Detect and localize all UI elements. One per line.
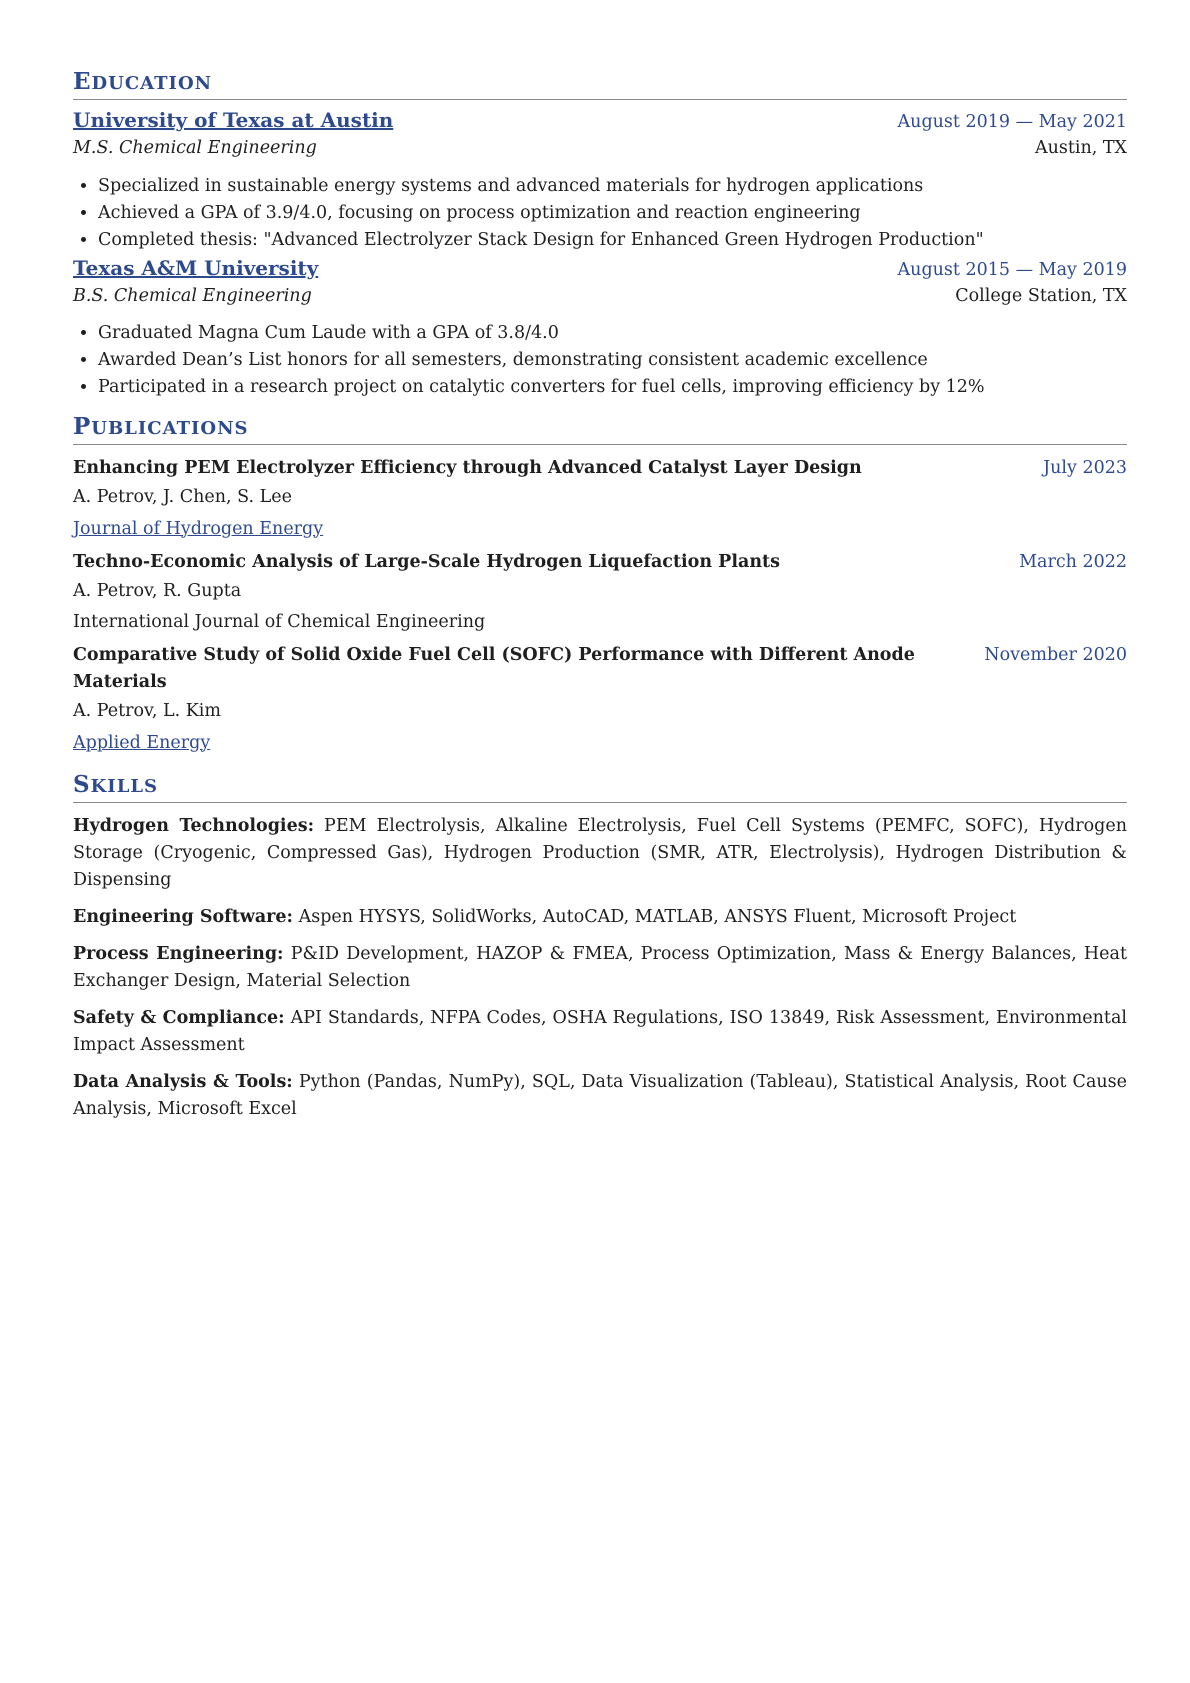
education-dates: August 2019 — May 2021 — [897, 112, 1127, 132]
location: Austin, TX — [1034, 138, 1127, 159]
publication-authors: A. Petrov, J. Chen, S. Lee — [73, 487, 292, 508]
education-dates: August 2015 — May 2019 — [897, 259, 1127, 280]
publication-entry — [73, 549, 1127, 633]
publication-entry — [73, 642, 1127, 753]
publication-entry — [73, 455, 1127, 539]
skill-text: Python (Pandas, NumPy), SQL, Data Visualization (Tableau), Statistical Analysis, Root Cause Analysis, Microsoft Excel — [73, 1071, 1127, 1119]
education-entry — [73, 110, 1127, 254]
skill-text: PEM Electrolysis, Alkaline Electrolysis, Fuel Cell Systems (PEMFC, SOFC), Hydrogen Storage (Cryogenic, Compressed Gas), Hydrogen Production (SMR, ATR, Electrolysis), Hydrogen Distribution & Dispensing — [73, 815, 1127, 890]
education-entry — [73, 255, 1127, 402]
skill-text: P&ID Development, HAZOP & FMEA, Process Optimization, Mass & Energy Balances, Heat Exchanger Design, Material Selection — [73, 943, 1127, 991]
bullet-item: • Participated in a research project on catalytic converters for fuel cells, improving efficiency by 12% — [98, 374, 1127, 401]
skill-label: Process Engineering: — [73, 943, 284, 964]
skill-label: Data Analysis & Tools: — [73, 1071, 293, 1092]
skill-row — [73, 1005, 1127, 1059]
education-bullets — [73, 320, 1127, 401]
skill-label: Engineering Software: — [73, 906, 293, 927]
skill-row — [73, 941, 1127, 995]
section-title-skills: SKILLS — [73, 773, 1127, 803]
skill-text: API Standards, NFPA Codes, OSHA Regulations, ISO 13849, Risk Assessment, Environmental Impact Assessment — [73, 1007, 1127, 1055]
skill-text: Aspen HYSYS, SolidWorks, AutoCAD, MATLAB, ANSYS Fluent, Microsoft Project — [298, 906, 1017, 927]
publication-title: Techno-Economic Analysis of Large-Scale Hydrogen Liquefaction Plants — [73, 551, 780, 572]
skill-label: Safety & Compliance: — [73, 1007, 285, 1028]
location: College Station, TX — [955, 286, 1127, 306]
degree: M.S. Chemical Engineering — [73, 138, 317, 159]
bullet-item: • Graduated Magna Cum Laude with a GPA of 3.8/4.0 — [98, 320, 1127, 347]
publication-title: Enhancing PEM Electrolyzer Efficiency through Advanced Catalyst Layer Design — [73, 458, 862, 479]
section-title-education: EDUCATION — [73, 70, 1127, 100]
publication-date: November 2020 — [984, 645, 1127, 666]
bullet-item: • Completed thesis: "Advanced Electrolyzer Stack Design for Enhanced Green Hydrogen Production" — [98, 227, 1127, 254]
bullet-item: • Awarded Dean’s List honors for all semesters, demonstrating consistent academic excellence — [98, 347, 1127, 374]
skill-row — [73, 813, 1127, 894]
publication-venue: International Journal of Chemical Engineering — [73, 612, 486, 632]
publication-venue-link[interactable]: Journal of Hydrogen Energy — [73, 518, 324, 539]
publication-date: March 2022 — [1019, 551, 1127, 572]
publication-title: Comparative Study of Solid Oxide Fuel Cell (SOFC) Performance with Different Anode Materials — [73, 645, 915, 693]
publication-venue-link[interactable]: Applied Energy — [73, 732, 211, 753]
degree: B.S. Chemical Engineering — [73, 286, 312, 306]
institution-link[interactable]: University of Texas at Austin — [73, 108, 394, 132]
institution-link[interactable]: Texas A&M University — [73, 255, 319, 280]
bullet-item: • Achieved a GPA of 3.9/4.0, focusing on process optimization and reaction engineering — [98, 200, 1127, 227]
education-bullets — [73, 173, 1127, 254]
publication-authors: A. Petrov, R. Gupta — [73, 580, 242, 601]
publication-authors: A. Petrov, L. Kim — [73, 701, 221, 722]
skill-label: Hydrogen Technologies: — [73, 815, 315, 836]
section-title-publications: PUBLICATIONS — [73, 415, 1127, 445]
bullet-item: • Specialized in sustainable energy systems and advanced materials for hydrogen applications — [98, 173, 1127, 200]
publication-date: July 2023 — [1043, 458, 1127, 479]
skill-row — [73, 1069, 1127, 1123]
skill-row — [73, 904, 1127, 931]
